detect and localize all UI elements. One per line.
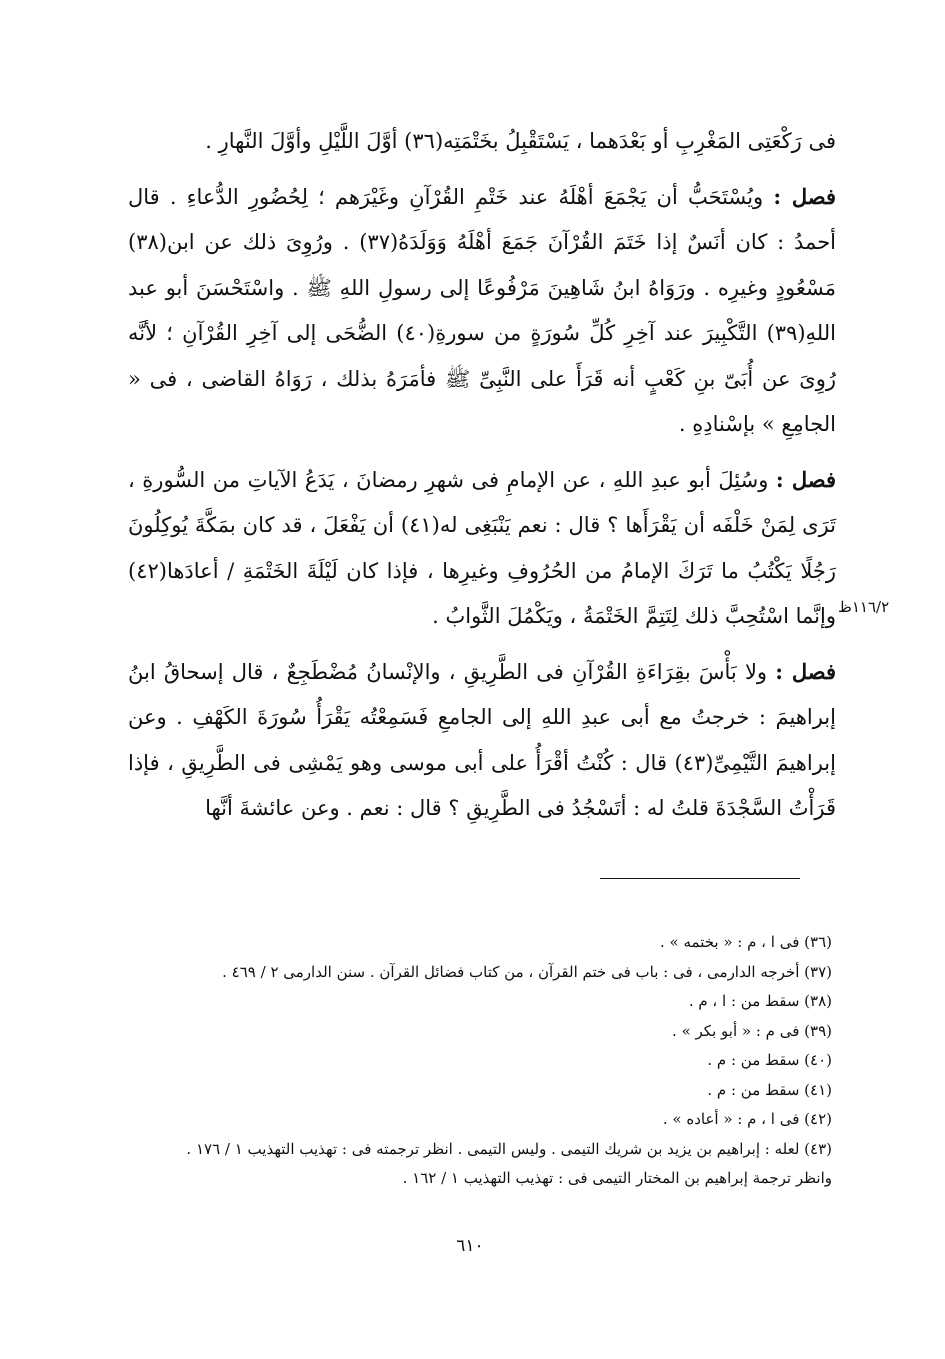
footnotes bbox=[132, 928, 832, 1194]
paragraph-text: فى رَكْعَتِى المَغْرِبِ أو بَعْدَهما ، يَسْتَقْبِلُ بخَتْمَتِه(٣٦) أوَّلَ اللَّيْلِ وأوَّلَ النَّهارِ . bbox=[205, 129, 836, 153]
paragraph bbox=[128, 649, 836, 832]
footnote: (٣٩) فى م : « أبو بكر » . bbox=[672, 1021, 832, 1040]
footnote: (٣٧) أخرجه الدارمى ، فى : باب فى ختم القرآن ، من كتاب فضائل القرآن . سنن الدارمى ٢ / ٤٦٩ . bbox=[222, 962, 832, 981]
margin-folio-marker: ١١٦/٢ظ bbox=[838, 598, 890, 616]
paragraph-text: ولا بَأْسَ بقِرَاءَةِ القُرْآنِ فى الطَّرِيقِ ، والإنْسانُ مُضْطَجِعٌ ، قال إسحاقُ ابنُ إبراهيمَ : خرجتُ مع أبى عبدِ اللهِ إلى الجامعِ فَسَمِعْتُه يَقْرَأُ سُورَةَ الكَهْفِ . وعن إبراهيمَ التَّيْمِىِّ(٤٣) قال : كُنْتُ أقْرَأُ على أبى موسى وهو يَمْشِى فى الطَّرِيقِ ، فإذا قَرَأْتُ السَّجْدَةَ قلتُ له : أتَسْجُدُ فى الطَّرِيقِ ؟ قال : نعم . وعن عائشةَ أنَّها bbox=[128, 659, 836, 820]
paragraph bbox=[128, 174, 836, 448]
footnote: وانظر ترجمة إبراهيم بن المختار التيمى فى : تهذيب التهذيب ١ / ١٦٢ . bbox=[402, 1169, 832, 1187]
footnote-divider bbox=[600, 878, 800, 879]
main-text bbox=[128, 118, 836, 841]
paragraph-text: ويُسْتَحَبُّ أن يَجْمَعَ أهْلَهُ عند خَتْمِ القُرْآنِ وغَيْرَهم ؛ لِحُضُورِ الدُّعاءِ . قال أحمدُ : كان أنَسٌ إذا خَتَمَ القُرْآنَ جَمَعَ أهْلَهُ وَوَلَدَهُ(٣٧) . ورُوِىَ ذلك عن ابن(٣٨) مَسْعُودٍ وغيرِه . ورَوَاهُ ابنُ شَاهِينَ مَرْفُوعًا إلى رسولِ اللهِ ﷺ . واسْتَحْسَنَ أبو عبد اللهِ(٣٩) التَّكْبِيرَ عند آخِرِ كُلِّ سُورَةٍ من سورةِ(٤٠) الضُّحَى إلى آخِرِ القُرْآنِ ؛ لأنَّه رُوِىَ عن أُبَىّ بنِ كَعْبٍ أنه قَرَأَ على النَّبِىِّ ﷺ فأمَرَهُ بذلك ، رَوَاهُ القاضى ، فى « الجامِعِ » بإسْنادِهِ . bbox=[128, 184, 837, 436]
paragraph bbox=[128, 457, 836, 640]
footnote: (٤٢) فى ا ، م : « أعاده » . bbox=[662, 1110, 832, 1128]
footnote: (٤١) سقط من : م . bbox=[707, 1080, 832, 1099]
footnote: (٣٨) سقط من : ا ، م . bbox=[688, 992, 832, 1010]
footnote: (٣٦) فى ا ، م : « بختمه » . bbox=[660, 933, 832, 951]
page-number: ٦١٠ bbox=[456, 1236, 484, 1256]
paragraph bbox=[128, 118, 836, 165]
paragraph-text: وسُئِلَ أبو عبدِ اللهِ ، عن الإمامِ فى شهرِ رمضانَ ، يَدَعُ الآياتِ من السُّورةِ ، تَرَى لِمَنْ خَلْفَه أن يَقْرَأَها ؟ قال : نعم يَنْبَغِى له(٤١) أن يَفْعَلَ ، قد كان بمَكَّةَ يُوكِلُونَ رَجُلًا يَكْتُبُ ما تَرَكَ الإمامُ من الحُرُوفِ وغيرِها ، فإذا كان لَيْلَةَ الخَتْمَةِ / أعادَها(٤٢) وإنَّما اسْتُحِبَّ ذلك لِتَتِمَّ الخَتْمَةُ ، ويَكْمُلَ الثَّوابُ . bbox=[128, 467, 836, 628]
section-label: فصل : bbox=[775, 658, 836, 684]
section-label: فصل : bbox=[773, 183, 837, 209]
footnote: (٤٠) سقط من : م . bbox=[707, 1051, 832, 1069]
footnote: (٤٣) لعله : إبراهيم بن يزيد بن شريك التيمى . وليس التيمى . انظر ترجمته فى : تهذيب التهذيب ١ / ١٧٦ . bbox=[186, 1139, 832, 1158]
section-label: فصل : bbox=[775, 466, 836, 492]
